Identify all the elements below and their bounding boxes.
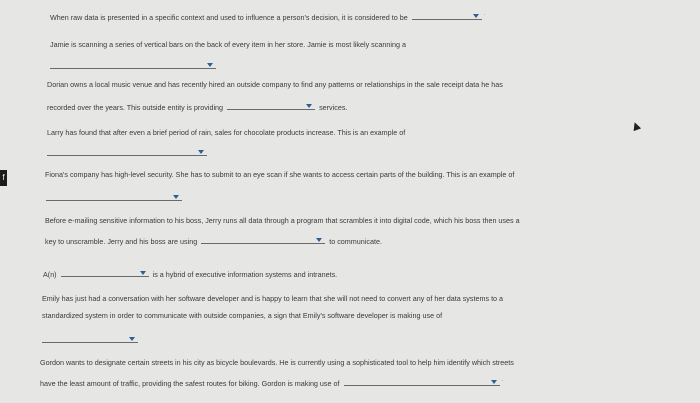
question-5-dropdown-wrap (46, 192, 182, 201)
question-5 (45, 170, 514, 179)
question-3-line-2 (47, 101, 347, 112)
question-9-text: Gordon wants to designate certain streets in his city as bicycle boulevards. He is currently using a sophisticated tool to help him identify which streets (40, 358, 514, 367)
question-6-text-after: to communicate. (329, 237, 382, 246)
question-5-text: Fiona's company has high-level security. She has to submit to an eye scan if she wants to access certain parts of the building. This is an example of (45, 170, 515, 179)
question-1-text: When raw data is presented in a specific context and used to influence a person's decision, it is considered to be (50, 13, 408, 22)
question-6-dropdown[interactable] (201, 235, 325, 244)
question-8-text-2: standardized system in order to communicate with outside companies, a sign that Emily's software developer is making use of (42, 311, 443, 320)
question-2 (50, 40, 406, 49)
question-3-dropdown[interactable] (227, 101, 315, 110)
question-6-text: Before e-mailing sensitive information to his boss, Jerry runs all data through a program that scrambles it into digital code, which his boss then uses a (45, 216, 520, 225)
question-9-line-2: have the least amount of traffic, providing the safest routes for biking. Gordon is making use of . (40, 377, 504, 388)
question-9-line-1 (40, 358, 514, 367)
dropdown-arrow-icon (173, 195, 179, 199)
question-7 (43, 268, 337, 279)
question-7-text-before: A(n) (43, 270, 57, 279)
question-7-dropdown[interactable] (61, 268, 149, 277)
dropdown-arrow-icon (473, 14, 479, 18)
question-2-dropdown[interactable] (50, 60, 216, 69)
question-3-line-1 (47, 80, 503, 89)
question-1-dropdown[interactable] (412, 11, 482, 20)
question-6-line-1 (45, 216, 520, 225)
dropdown-arrow-icon (198, 150, 204, 154)
question-8-line-2 (42, 311, 442, 320)
question-1: When raw data is presented in a specific context and used to influence a person's decision, it is considered to be . (50, 11, 486, 22)
dropdown-arrow-icon (140, 271, 146, 275)
question-4-text: Larry has found that after even a brief period of rain, sales for chocolate products increase. This is an example of (47, 128, 406, 137)
question-6-text-before: key to unscramble. Jerry and his boss are using (45, 237, 198, 246)
dropdown-arrow-icon (207, 63, 213, 67)
dropdown-arrow-icon (306, 104, 312, 108)
question-4-dropdown-wrap (47, 147, 207, 156)
question-6-line-2 (45, 235, 382, 246)
question-7-text-after: is a hybrid of executive information systems and intranets. (152, 270, 338, 279)
question-9-text-before: have the least amount of traffic, providing the safest routes for biking. Gordon is making use of (40, 379, 340, 388)
question-4 (47, 128, 405, 137)
question-3-text-before: recorded over the years. This outside entity is providing (47, 103, 224, 112)
question-8-dropdown-wrap (42, 334, 138, 343)
question-8-line-1 (42, 294, 503, 303)
question-3-text-after: services. (319, 103, 348, 112)
question-4-dropdown[interactable] (47, 147, 207, 156)
dropdown-arrow-icon (129, 337, 135, 341)
question-9-dropdown[interactable] (344, 377, 500, 386)
question-3-text: Dorian owns a local music venue and has recently hired an outside company to find any patterns or relationships in the sale receipt data he has (47, 80, 503, 89)
question-8-text: Emily has just had a conversation with her software developer and is happy to learn that she will not need to convert any of her data systems to a (42, 294, 504, 303)
question-2-dropdown-wrap (50, 60, 216, 69)
left-edge-marker: f (0, 170, 7, 186)
question-8-dropdown[interactable] (42, 334, 138, 343)
mouse-cursor-icon (631, 121, 641, 131)
question-5-dropdown[interactable] (46, 192, 182, 201)
question-2-text: Jamie is scanning a series of vertical bars on the back of every item in her store. Jamie is most likely scanning a (50, 40, 406, 49)
dropdown-arrow-icon (316, 238, 322, 242)
dropdown-arrow-icon (491, 380, 497, 384)
